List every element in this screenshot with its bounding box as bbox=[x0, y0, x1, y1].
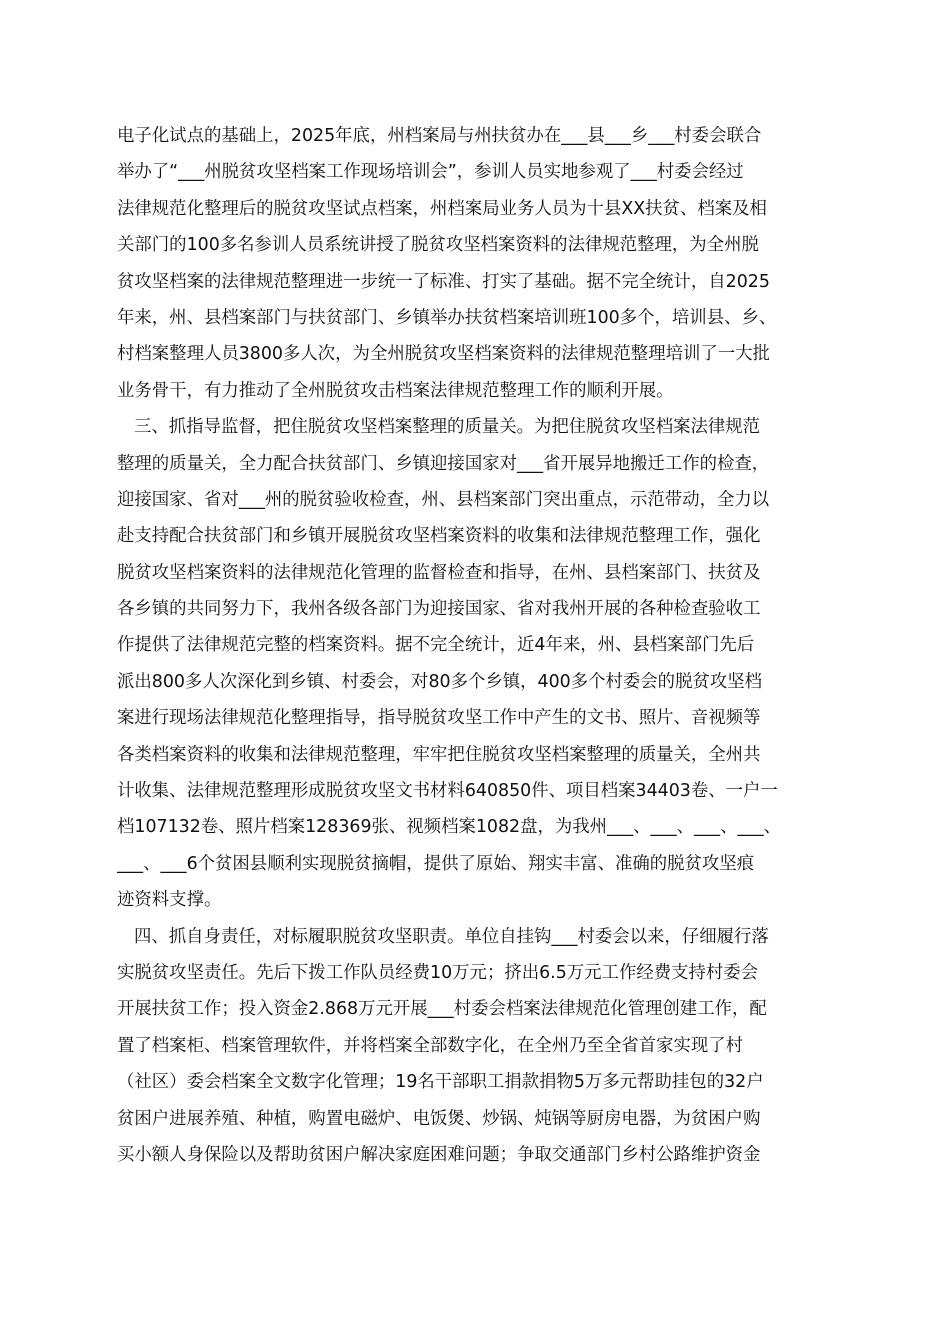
text-line: 派出800多人次深化到乡镇、村委会，对80多个乡镇，400多个村委会的脱贫攻坚档 bbox=[117, 671, 763, 692]
text-line: 案进行现场法律规范化整理指导，指导脱贫攻坚工作中产生的文书、照片、音视频等 bbox=[117, 708, 761, 729]
text-line: 脱贫攻坚档案资料的法律规范化管理的监督检查和指导，在州、县档案部门、扶贫及 bbox=[117, 562, 761, 583]
text-line: 贫困户进展养殖、种植，购置电磁炉、电饭煲、炒锅、炖锅等厨房电器，为贫困户购 bbox=[117, 1108, 761, 1129]
text-line: ___、___6个贫困县顺利实现脱贫摘帽，提供了原始、翔实丰富、准确的脱贫攻坚痕 bbox=[117, 853, 755, 874]
text-line: 关部门的100多名参训人员系统讲授了脱贫攻坚档案资料的法律规范整理，为全州脱 bbox=[117, 235, 759, 256]
text-line: 电子化试点的基础上，2025年底，州档案局与州扶贫办在___县___乡___村委会联合 bbox=[117, 126, 762, 146]
paragraph-supervision bbox=[117, 409, 836, 918]
section-heading-line: 三、抓指导监督，把住脱贫攻坚档案整理的质量关。为把住脱贫攻坚档案法律规范 bbox=[134, 417, 761, 438]
text-line: 迹资料支撑。 bbox=[117, 890, 222, 911]
text-line: 举办了“___州脱贫攻坚档案工作现场培训会”，参训人员实地参观了___村委会经过 bbox=[117, 162, 744, 183]
text-line: 各类档案资料的收集和法律规范整理，牢牢把住脱贫攻坚档案整理的质量关，全州共 bbox=[117, 744, 761, 765]
text-line: 整理的质量关，全力配合扶贫部门、乡镇迎接国家对___省开展异地搬迁工作的检查， bbox=[117, 453, 770, 474]
document-body bbox=[117, 118, 836, 1173]
text-line: 贫攻坚档案的法律规范整理进一步统一了标准、打实了基础。据不完全统计，自2025 bbox=[117, 271, 770, 292]
text-line: 买小额人身保险以及帮助贫困户解决家庭困难问题；争取交通部门乡村公路维护资金 bbox=[117, 1144, 761, 1165]
text-line: 计收集、法律规范整理形成脱贫攻坚文书材料640850件、项目档案34403卷、一户一 bbox=[117, 781, 778, 802]
text-line: 置了档案柜、档案管理软件，并将档案全部数字化，在全州乃至全省首家实现了村 bbox=[117, 1035, 744, 1056]
text-line: 年来，州、县档案部门与扶贫部门、乡镇举办扶贫档案培训班100多个，培训县、乡、 bbox=[117, 307, 777, 328]
text-line: 业务骨干，有力推动了全州脱贫攻击档案法律规范整理工作的顺利开展。 bbox=[117, 380, 674, 401]
text-line: 迎接国家、省对___州的脱贫验收检查，州、县档案部门突出重点，示范带动，全力以 bbox=[117, 489, 770, 510]
text-line: 村档案整理人员3800多人次，为全州脱贫攻坚档案资料的法律规范整理培训了一大批 bbox=[117, 344, 770, 365]
paragraph-training bbox=[117, 118, 836, 409]
text-line: 法律规范化整理后的脱贫攻坚试点档案，州档案局业务人员为十县XX扶贫、档案及相 bbox=[117, 198, 767, 219]
text-line: 作提供了法律规范完整的档案资料。据不完全统计，近4年来，州、县档案部门先后 bbox=[117, 635, 755, 656]
text-line: 实脱贫攻坚责任。先后下拨工作队员经费10万元；挤出6.5万元工作经费支持村委会 bbox=[117, 962, 759, 983]
text-line: 档107132卷、照片档案128369张、视频档案1082盘，为我州___、___、___、___、 bbox=[117, 817, 781, 838]
text-line: （社区）委会档案全文数字化管理；19名干部职工捐款捐物5万多元帮助挂包的32户 bbox=[117, 1072, 764, 1093]
text-line: 各乡镇的共同努力下，我州各级各部门为迎接国家、省对我州开展的各种检查验收工 bbox=[117, 599, 761, 620]
paragraph-responsibility bbox=[117, 919, 836, 1174]
text-line: 赴支持配合扶贫部门和乡镇开展脱贫攻坚档案资料的收集和法律规范整理工作，强化 bbox=[117, 526, 761, 547]
text-line: 开展扶贫工作；投入资金2.868万元开展___村委会档案法律规范化管理创建工作，配 bbox=[117, 999, 767, 1020]
section-heading-line: 四、抓自身责任，对标履职脱贫攻坚职责。单位自挂钩___村委会以来，仔细履行落 bbox=[134, 926, 769, 947]
